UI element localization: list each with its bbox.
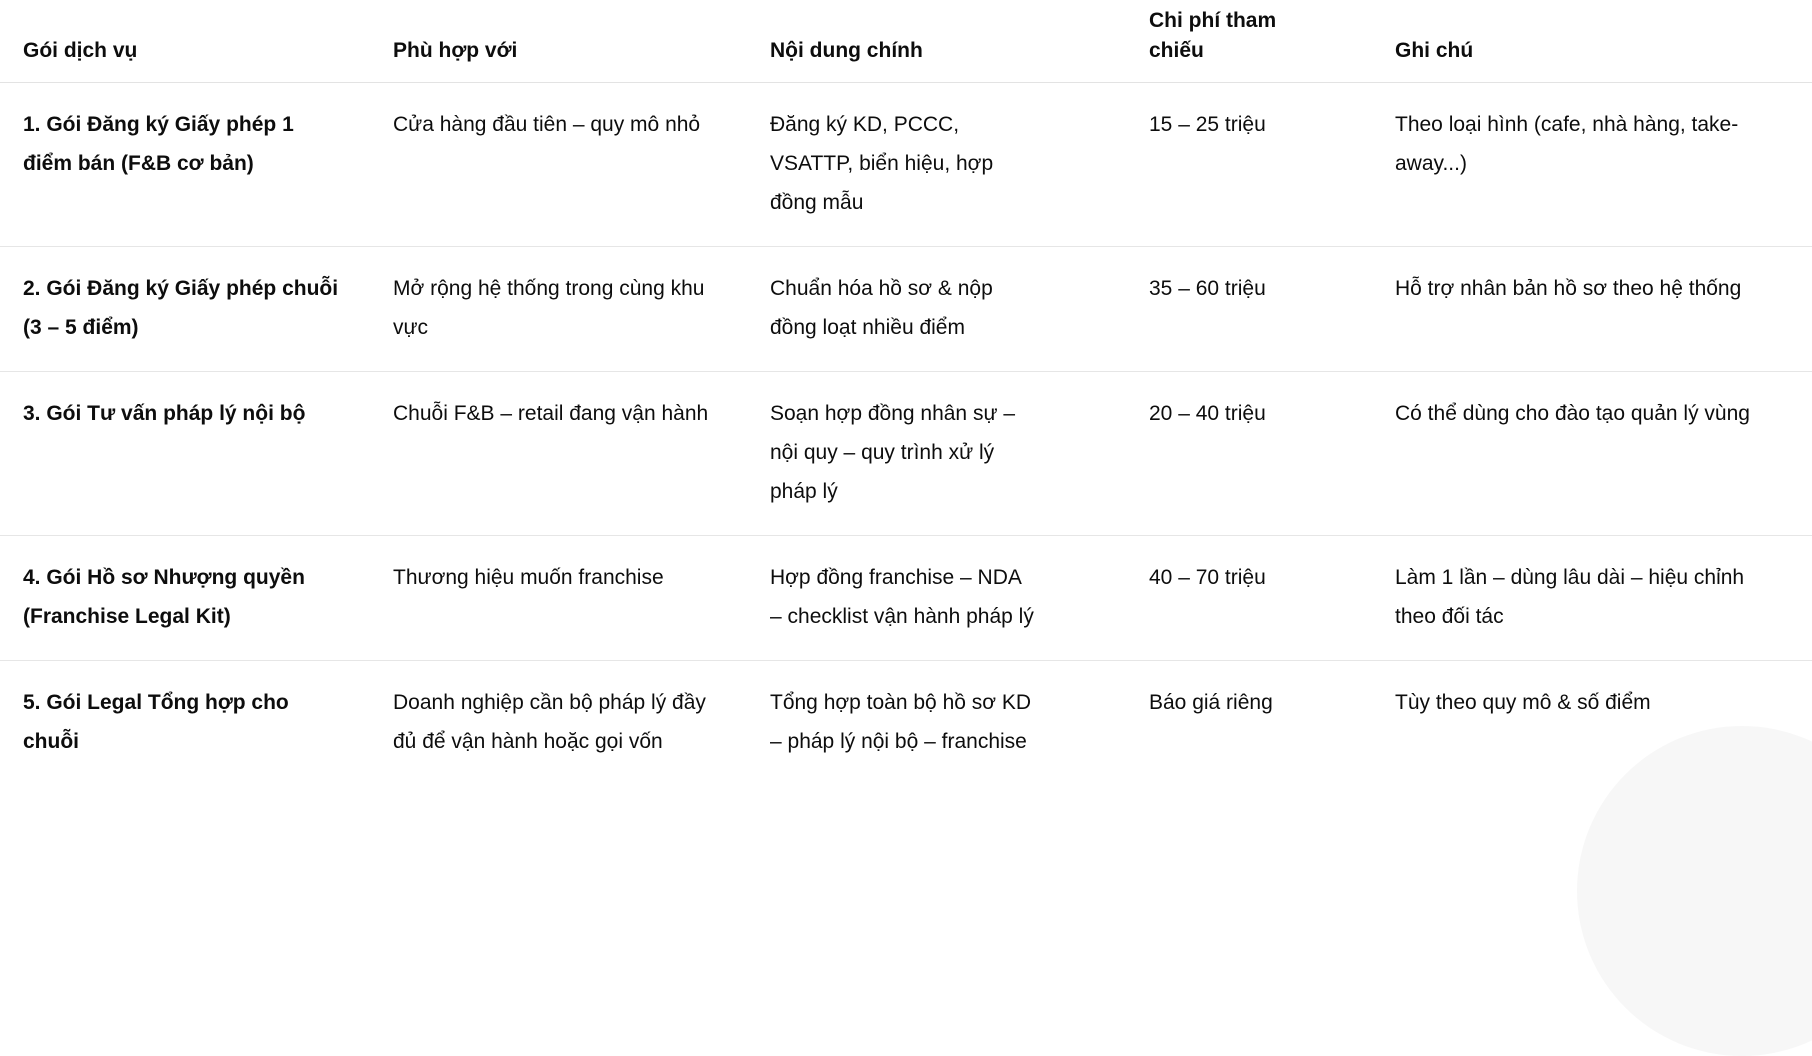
col-header-notes-label: Ghi chú [1395,39,1474,62]
cell-reference-cost: 40 – 70 triệu [1149,536,1395,661]
cell-suitable-for: Thương hiệu muốn franchise [393,536,770,661]
cell-suitable-for: Cửa hàng đầu tiên – quy mô nhỏ [393,83,770,247]
cell-notes: Tùy theo quy mô & số điểm [1395,691,1651,714]
cell-main-content: Chuẩn hóa hồ sơ & nộp đồng loạt nhiều điểm [770,247,1149,372]
col-header-main-content-label: Nội dung chính [770,39,923,62]
cell-main-content: Soạn hợp đồng nhân sự – nội quy – quy trình xử lý pháp lý [770,372,1149,536]
cell-suitable-for: Doanh nghiệp cần bộ pháp lý đầy đủ để vận hành hoặc gọi vốn [393,691,706,753]
table-row [0,83,1812,247]
col-header-notes [1395,0,1812,83]
col-header-reference-cost-label: Chi phí tham chiếu [1149,9,1277,62]
cell-reference-cost: 15 – 25 triệu [1149,83,1395,247]
cell-package: 2. Gói Đăng ký Giấy phép chuỗi (3 – 5 điểm) [0,247,393,372]
cell-main-content: Đăng ký KD, PCCC, VSATTP, biển hiệu, hợp đồng mẫu [770,83,1149,247]
cell-reference-cost: 20 – 40 triệu [1149,372,1395,536]
col-header-suitable-for [393,0,770,83]
cell-package: 4. Gói Hồ sơ Nhượng quyền (Franchise Legal Kit) [0,536,393,661]
cell-notes: Hỗ trợ nhân bản hồ sơ theo hệ thống [1395,247,1812,372]
col-header-main-content [770,0,1149,83]
cell-package: 1. Gói Đăng ký Giấy phép 1 điểm bán (F&B cơ bản) [0,83,393,247]
table-row [0,661,1812,786]
cell-suitable-for: Mở rộng hệ thống trong cùng khu vực [393,247,770,372]
cell-main-content: Hợp đồng franchise – NDA – checklist vận hành pháp lý [770,536,1149,661]
table-row [0,247,1812,372]
cell-notes: Có thể dùng cho đào tạo quản lý vùng [1395,372,1812,536]
cell-main-content: Tổng hợp toàn bộ hồ sơ KD – pháp lý nội bộ – franchise [770,691,1032,753]
cell-reference-cost: 35 – 60 triệu [1149,247,1395,372]
table-header-row [0,0,1812,83]
cell-package: 5. Gói Legal Tổng hợp cho chuỗi [23,691,289,753]
cell-suitable-for: Chuỗi F&B – retail đang vận hành [393,372,770,536]
cell-package: 3. Gói Tư vấn pháp lý nội bộ [0,372,393,536]
cell-notes: Theo loại hình (cafe, nhà hàng, take-away...) [1395,83,1812,247]
cell-notes: Làm 1 lần – dùng lâu dài – hiệu chỉnh theo đối tác [1395,536,1812,661]
col-header-package [0,0,393,83]
table-row [0,536,1812,661]
cell-reference-cost: Báo giá riêng [1149,691,1273,714]
table-row [0,372,1812,536]
col-header-suitable-for-label: Phù hợp với [393,39,518,62]
col-header-reference-cost [1149,0,1395,83]
col-header-package-label: Gói dịch vụ [23,39,138,62]
